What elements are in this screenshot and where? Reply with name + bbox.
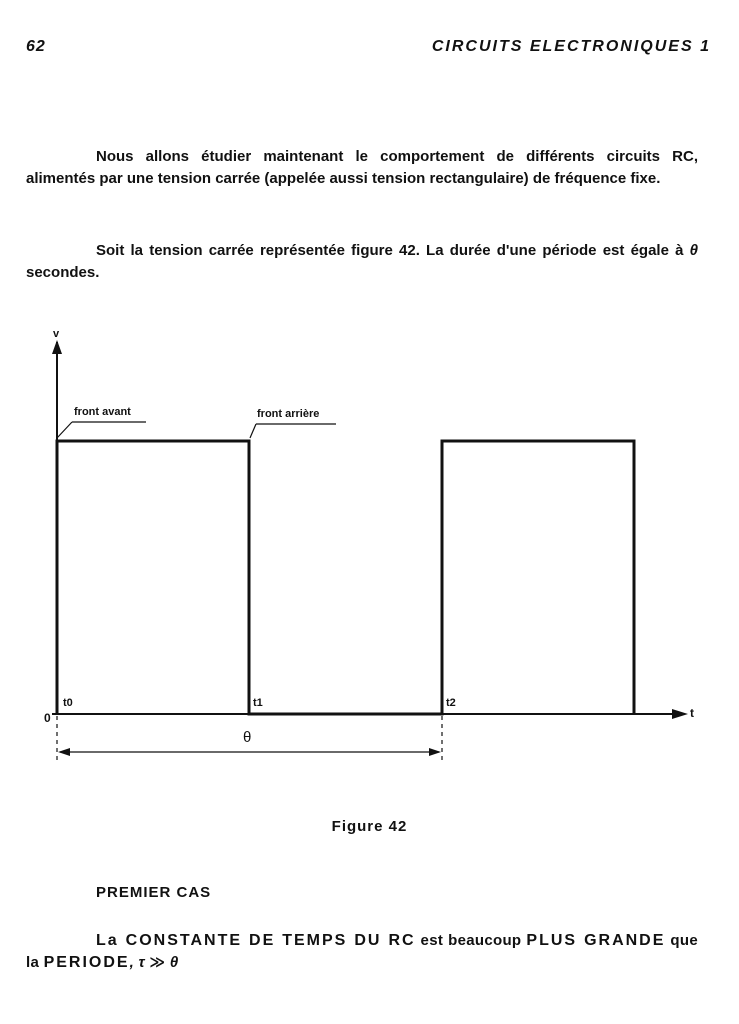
period-theta: θ: [689, 242, 698, 259]
t1-label: t1: [253, 697, 263, 709]
period-text-1: Soit la tension carrée représentée figure 42. La durée d'une période est égale à: [96, 242, 690, 259]
period-label: θ: [243, 729, 252, 746]
running-title: CIRCUITS ELECTRONIQUES 1: [431, 38, 711, 55]
figure-caption: Figure 42: [331, 818, 408, 835]
front-arriere-leader: [250, 424, 256, 438]
t-axis-arrow: [672, 709, 688, 719]
t-axis-label: t: [690, 706, 694, 720]
page-header: [26, 38, 711, 58]
case-text-small-1: est beaucoup: [415, 932, 527, 949]
case-text-big-1: La CONSTANTE DE TEMPS DU RC: [96, 932, 416, 949]
front-avant-label: front avant: [74, 406, 131, 418]
intro-text: Nous allons étudier maintenant le comportement de différents circuits RC, alimentés par une tension carrée (appelée aussi tension rectangulaire) de fréquence fixe.: [26, 148, 698, 187]
period-arrow-left: [58, 748, 70, 756]
case-text-small-2: que la: [26, 932, 698, 971]
t0-label: t0: [63, 697, 73, 709]
page-number: 62: [26, 38, 46, 55]
intro-paragraph: [26, 146, 698, 190]
origin-label: 0: [44, 711, 51, 725]
period-text-2: secondes.: [26, 264, 100, 281]
period-arrow-right: [429, 748, 441, 756]
period-paragraph: [26, 240, 698, 284]
section-title: PREMIER CAS: [96, 884, 212, 901]
case-math: , τ ≫ θ: [129, 954, 179, 971]
front-arriere-label: front arrière: [257, 408, 320, 420]
v-axis-arrow: [52, 340, 62, 354]
square-wave-diagram: [0, 320, 739, 780]
case-paragraph: [26, 930, 698, 974]
square-wave-signal: [57, 441, 634, 714]
case-text-big-2: PLUS GRANDE: [526, 932, 666, 949]
square-wave-figure: [0, 320, 739, 780]
front-avant-leader: [57, 422, 72, 438]
case-text-big-3: PERIODE: [43, 954, 130, 971]
v-axis-label: v: [53, 328, 60, 340]
t2-label: t2: [446, 697, 456, 709]
